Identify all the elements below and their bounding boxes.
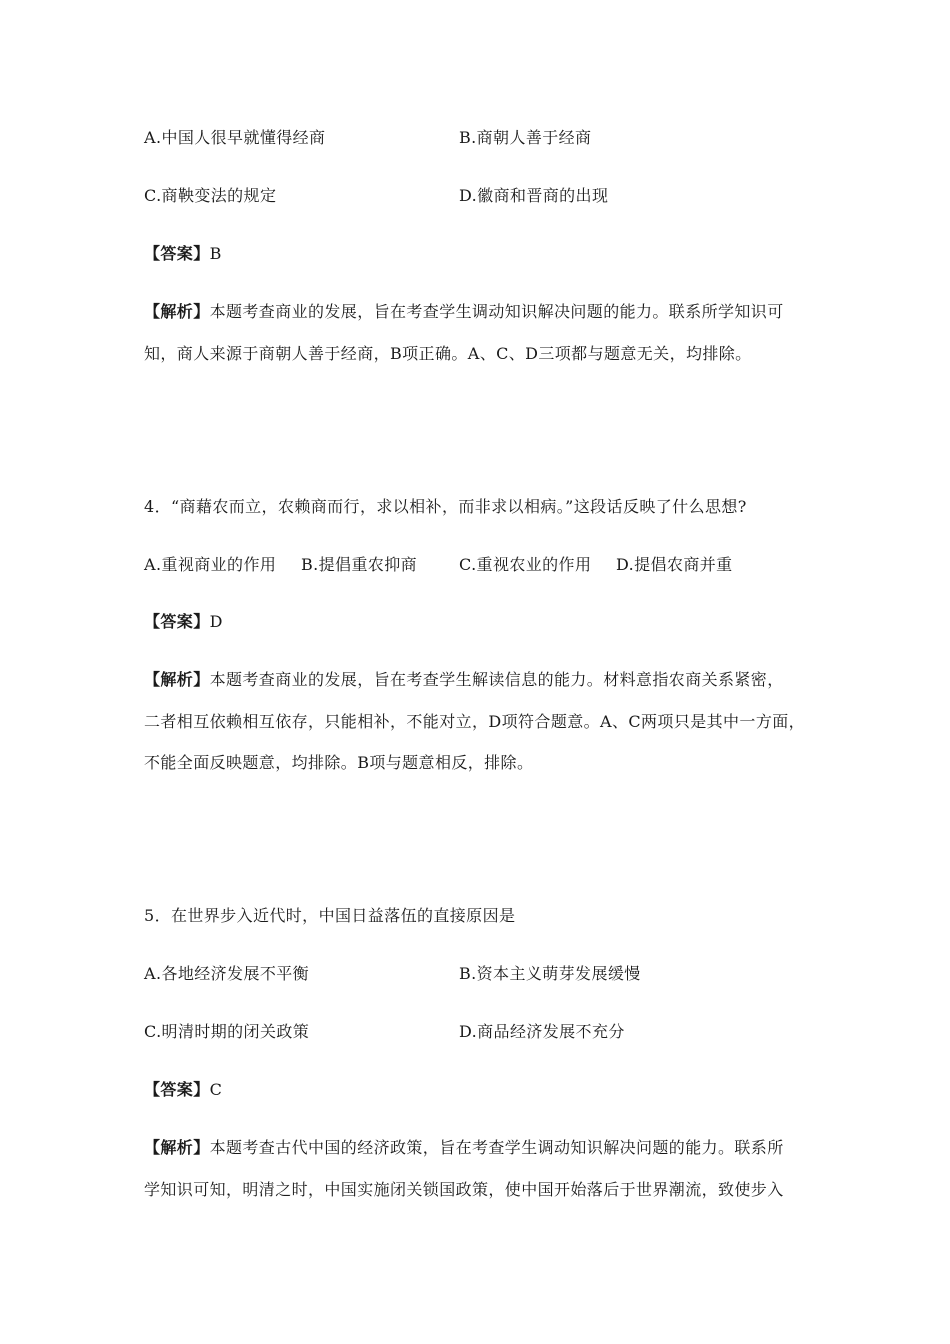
q3-option-b: B.商朝人善于经商 xyxy=(459,128,592,147)
q5-analysis-line-1 xyxy=(144,1138,784,1158)
answer-value: B xyxy=(209,244,222,263)
analysis-label: 【解析】 xyxy=(144,1138,210,1157)
answer-value: C xyxy=(209,1080,223,1099)
answer-value: D xyxy=(209,612,223,631)
q4-option-d: D.提倡农商并重 xyxy=(616,555,733,574)
q4-option-b: B.提倡重农抑商 xyxy=(301,555,418,574)
q3-analysis-line-1 xyxy=(144,302,784,322)
q4-analysis-line-2: 二者相互依赖相互依存，只能相补，不能对立，D项符合题意。A、C两项只是其中一方面， xyxy=(144,712,806,731)
q5-option-c: C.明清时期的闭关政策 xyxy=(144,1022,310,1041)
q5-analysis-line-2: 学知识可知，明清之时，中国实施闭关锁国政策，使中国开始落后于世界潮流，致使步入 xyxy=(144,1180,784,1199)
q4-analysis-line-1 xyxy=(144,670,784,690)
analysis-text: 本题考查商业的发展，旨在考查学生解读信息的能力。材料意指农商关系紧密， xyxy=(209,670,784,689)
answer-label: 【答案】 xyxy=(144,1080,210,1099)
answer-label: 【答案】 xyxy=(144,244,210,263)
q3-option-c: C.商鞅变法的规定 xyxy=(144,186,277,205)
q4-analysis-line-3: 不能全面反映题意，均排除。B项与题意相反，排除。 xyxy=(144,753,534,772)
q3-answer xyxy=(144,244,222,264)
q5-stem: 5．在世界步入近代时，中国日益落伍的直接原因是 xyxy=(144,906,516,925)
q3-option-d: D.徽商和晋商的出现 xyxy=(459,186,609,205)
analysis-text: 本题考查商业的发展，旨在考查学生调动知识解决问题的能力。联系所学知识可 xyxy=(209,302,784,321)
q5-answer xyxy=(144,1080,222,1100)
q4-stem: 4．“商藉农而立，农赖商而行，求以相补，而非求以相病。”这段话反映了什么思想? xyxy=(144,497,747,516)
analysis-label: 【解析】 xyxy=(144,670,210,689)
q4-option-c: C.重视农业的作用 xyxy=(459,555,592,574)
q3-analysis-line-2: 知，商人来源于商朝人善于经商，B项正确。A、C、D三项都与题意无关，均排除。 xyxy=(144,344,752,363)
q5-option-d: D.商品经济发展不充分 xyxy=(459,1022,625,1041)
q5-option-a: A.各地经济发展不平衡 xyxy=(144,964,310,983)
answer-label: 【答案】 xyxy=(144,612,210,631)
q4-answer xyxy=(144,612,223,632)
q5-option-b: B.资本主义萌芽发展缓慢 xyxy=(459,964,641,983)
analysis-text: 本题考查古代中国的经济政策，旨在考查学生调动知识解决问题的能力。联系所 xyxy=(209,1138,784,1157)
q4-option-a: A.重视商业的作用 xyxy=(144,555,277,574)
analysis-label: 【解析】 xyxy=(144,302,210,321)
q3-option-a: A.中国人很早就懂得经商 xyxy=(144,128,326,147)
